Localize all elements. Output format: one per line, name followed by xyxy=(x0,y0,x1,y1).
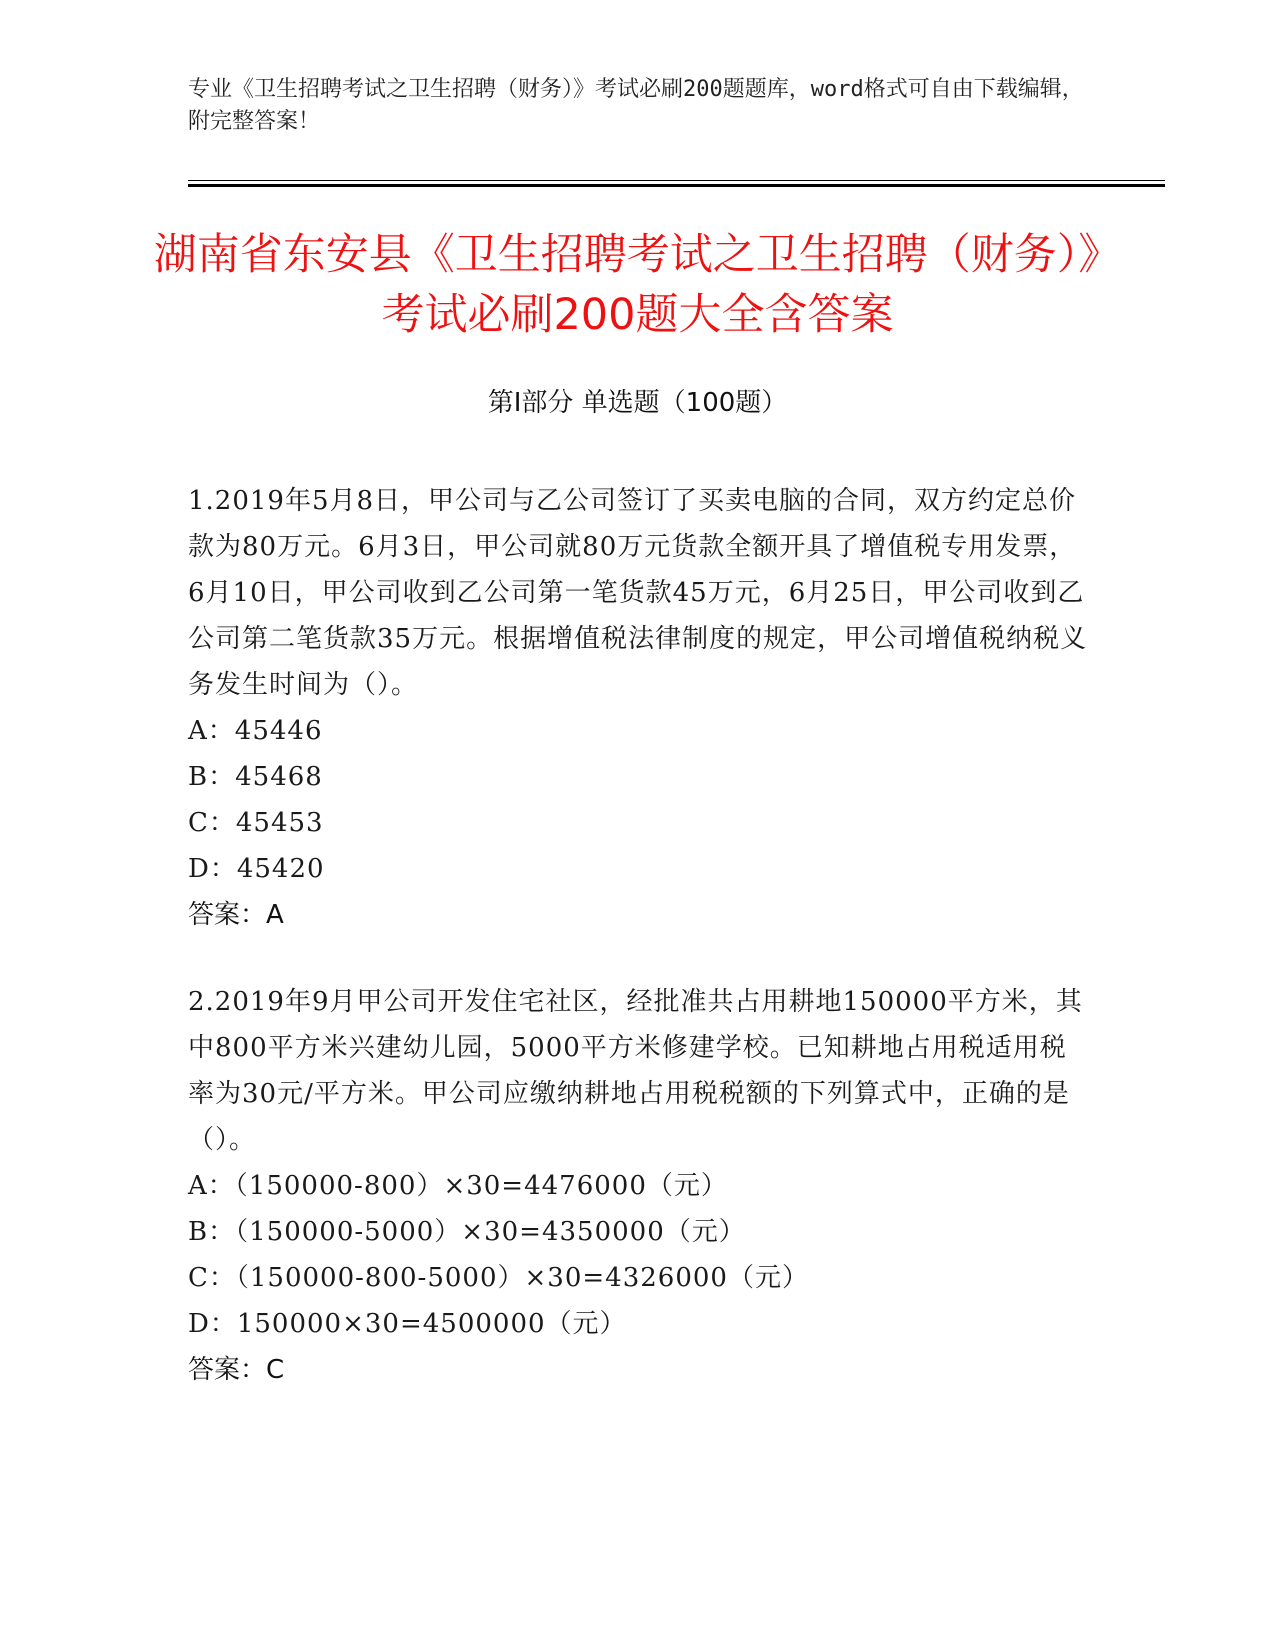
question-2-options xyxy=(188,1163,1088,1347)
question-1-option-a: A：45446 xyxy=(188,716,323,746)
header-rule-thick xyxy=(188,184,1165,187)
question-1 xyxy=(188,478,1088,938)
question-2-option-a: A：（150000-800）×30=4476000（元） xyxy=(188,1171,728,1201)
question-2-answer: 答案：C xyxy=(188,1355,285,1385)
question-2-option-d: D：150000×30=4500000（元） xyxy=(188,1309,627,1339)
question-1-answer: 答案：A xyxy=(188,900,284,930)
question-1-option-b: B：45468 xyxy=(188,762,323,792)
header-rule-thin xyxy=(188,180,1165,181)
header-note: 专业《卫生招聘考试之卫生招聘（财务）》考试必刷200题题库，word格式可自由下载编辑，附完整答案！ xyxy=(188,77,1084,134)
question-1-options xyxy=(188,708,1088,892)
section-title: 第Ⅰ部分 单选题（100题） xyxy=(487,388,788,418)
question-2-stem: 2.2019年9月甲公司开发住宅社区，经批准共占用耕地150000平方米，其中800平方米兴建幼儿园，5000平方米修建学校。已知耕地占用税适用税率为30元/平方米。甲公司应缴纳耕地占用税税额的下列算式中，正确的是（）。 xyxy=(188,987,1083,1155)
question-2-option-b: B：（150000-5000）×30=4350000（元） xyxy=(188,1217,746,1247)
question-1-option-c: C：45453 xyxy=(188,808,324,838)
document-title: 湖南省东安县《卫生招聘考试之卫生招聘（财务）》考试必刷200题大全含答案 xyxy=(153,230,1122,340)
question-2 xyxy=(188,979,1088,1393)
question-2-option-c: C：（150000-800-5000）×30=4326000（元） xyxy=(188,1263,809,1293)
question-1-option-d: D：45420 xyxy=(188,854,325,884)
question-1-stem: 1.2019年5月8日，甲公司与乙公司签订了买卖电脑的合同，双方约定总价款为80万元。6月3日，甲公司就80万元货款全额开具了增值税专用发票，6月10日，甲公司收到乙公司第一笔货款45万元，6月25日，甲公司收到乙公司第二笔货款35万元。根据增值税法律制度的规定，甲公司增值税纳税义务发生时间为（）。 xyxy=(188,486,1088,700)
